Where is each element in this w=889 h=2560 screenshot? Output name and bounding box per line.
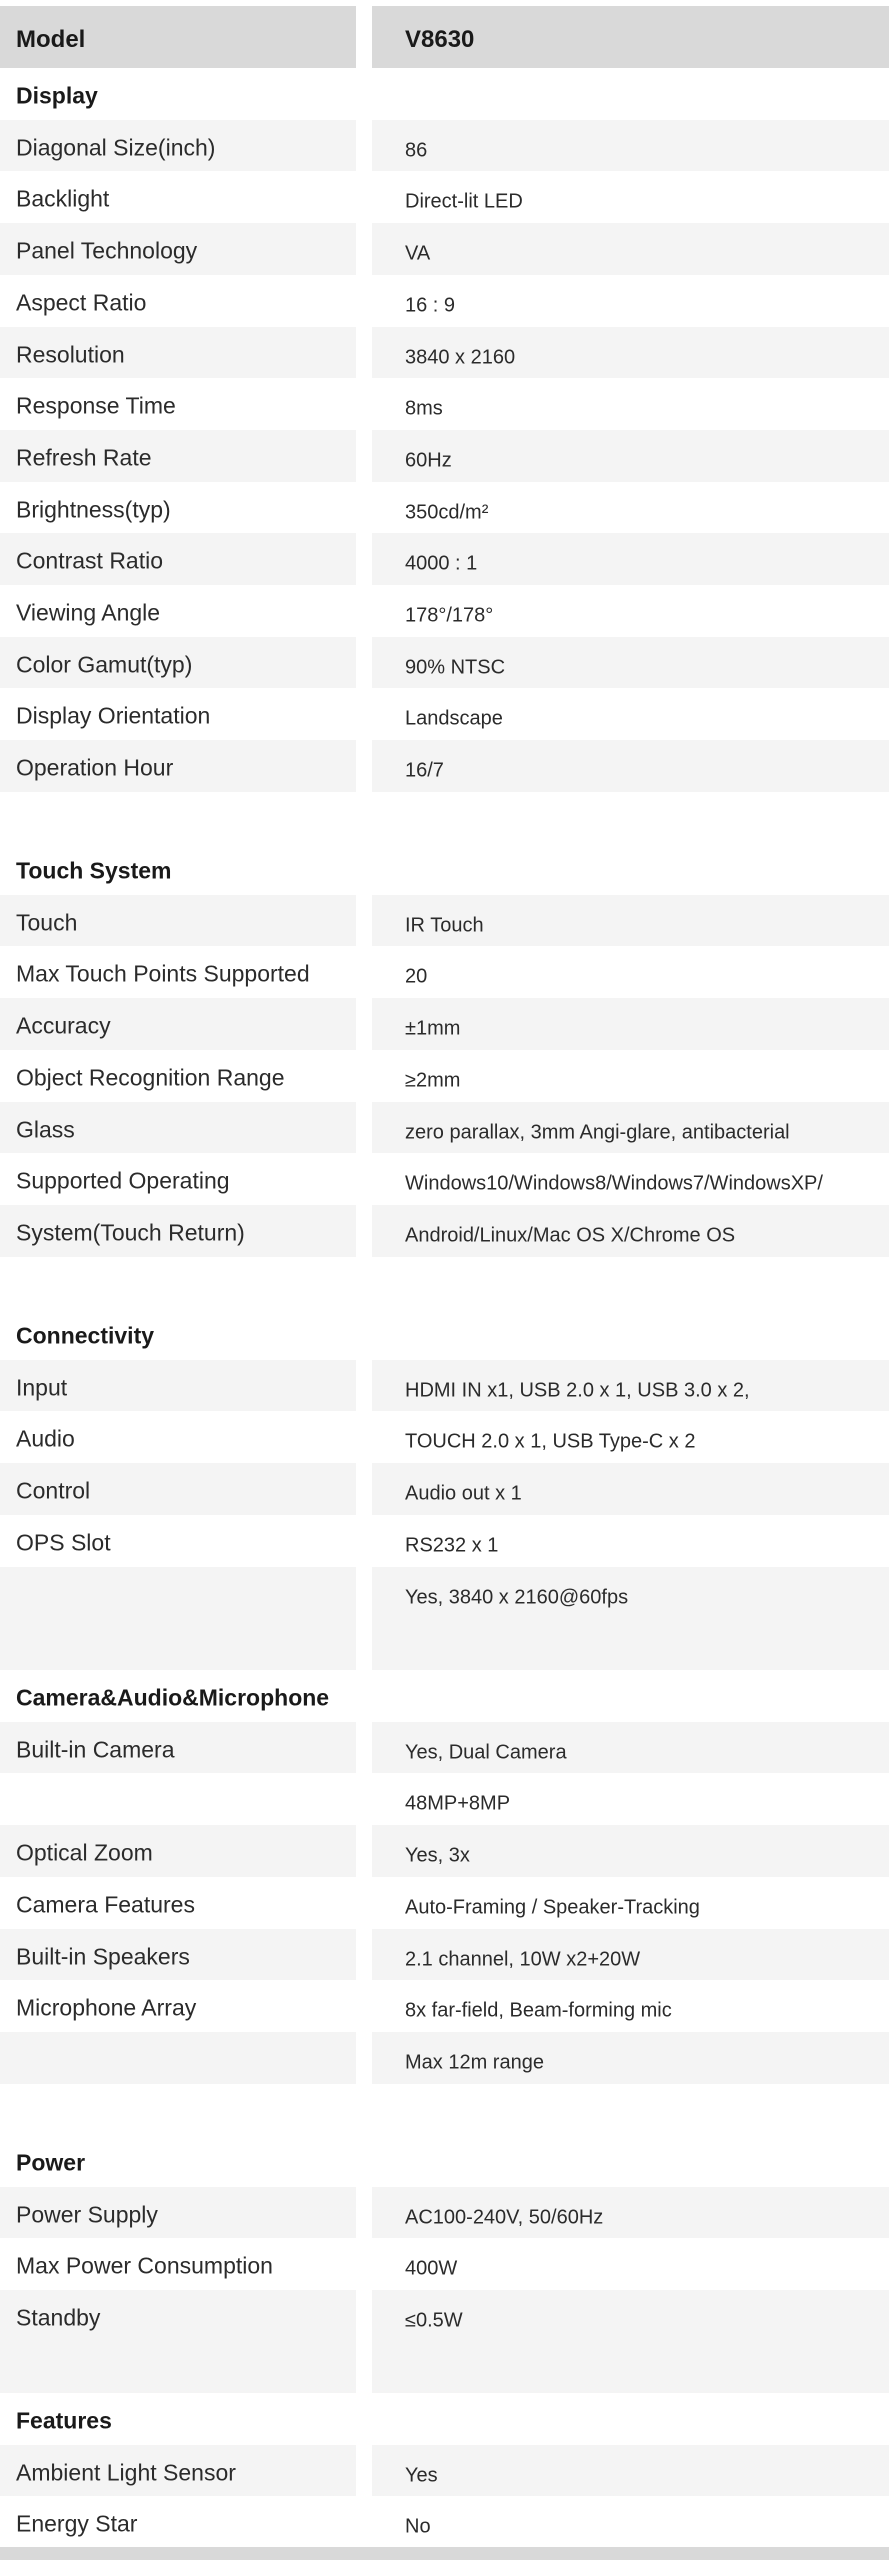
spec-row [0,1877,889,1929]
spec-row [0,895,889,947]
value-cell [372,1153,889,1205]
spec-value: 16 : 9 [405,294,456,317]
spec-row [0,171,889,223]
label-cell [0,1567,356,1619]
value-cell [372,533,889,585]
spacer-row [0,792,889,844]
spec-value: 86 [405,139,428,162]
label-cell [0,2084,356,2136]
label-cell [0,6,356,68]
spec-value: ±1mm [405,1017,461,1040]
value-cell [372,1567,889,1619]
value-cell [372,792,889,844]
value-cell [372,843,889,895]
section-title: Touch System [16,857,172,884]
spec-value: 20 [405,965,428,988]
label-cell [0,1050,356,1102]
spacer-row [0,1257,889,1309]
value-cell [372,1980,889,2032]
spec-label: Optical Zoom [16,1839,153,1866]
spec-label: Operation Hour [16,754,174,781]
value-cell [372,2187,889,2239]
spec-label: Backlight [16,185,110,212]
spec-row [0,1050,889,1102]
spec-row [0,1411,889,1463]
label-cell [0,2187,356,2239]
spec-row [0,1722,889,1774]
spec-label: Microphone Array [16,1994,197,2021]
spec-row [0,1515,889,1567]
spec-row [0,1153,889,1205]
spec-value: IR Touch [405,914,484,937]
bottom-bar [0,2547,889,2560]
spacer-row [0,2342,889,2394]
label-cell [0,2135,356,2187]
spec-row [0,637,889,689]
spec-label: Energy Star [16,2510,138,2537]
value-cell [372,275,889,327]
spec-value: 90% NTSC [405,656,506,679]
label-cell [0,223,356,275]
label-cell [0,585,356,637]
section-connectivity [0,1308,889,1360]
section-title: Camera&Audio&Microphone [16,1684,330,1711]
spec-label: Camera Features [16,1891,195,1918]
spec-value: Audio out x 1 [405,1482,522,1505]
label-cell [0,2445,356,2497]
label-cell [0,1877,356,1929]
spec-value: Yes, 3x [405,1844,470,1867]
label-cell [0,792,356,844]
spec-label: Aspect Ratio [16,289,147,316]
spec-row [0,1463,889,1515]
spec-value: 3840 x 2160 [405,346,516,368]
spec-row [0,223,889,275]
spec-label: Max Power Consumption [16,2252,273,2279]
spec-row [0,740,889,792]
spec-label: Built-in Speakers [16,1943,190,1969]
spacer-row [0,2084,889,2136]
label-cell [0,1153,356,1205]
spec-label: OPS Slot [16,1529,111,1556]
value-cell [372,1257,889,1309]
spec-value: TOUCH 2.0 x 1, USB Type-C x 2 [405,1430,696,1453]
header-row [0,6,889,68]
spec-row [0,275,889,327]
value-cell [372,2290,889,2342]
spec-value: Yes, 3840 x 2160@60fps [405,1586,629,1608]
label-cell [0,1670,356,1722]
value-cell [372,1411,889,1463]
value-cell [372,998,889,1050]
section-touch-system [0,843,889,895]
value-cell [372,2135,889,2187]
label-cell [0,740,356,792]
spec-value: 8x far-field, Beam-forming mic [405,1999,672,2022]
spec-value: 400W [405,2257,458,2280]
spec-value: 4000 : 1 [405,552,478,575]
spec-row [0,585,889,637]
spec-label: Response Time [16,392,176,419]
spec-value: 48MP+8MP [405,1792,511,1815]
spec-row [0,2187,889,2239]
section-power [0,2135,889,2187]
spec-row [0,688,889,740]
label-cell [0,1980,356,2032]
label-cell [0,430,356,482]
label-cell [0,998,356,1050]
spec-label: Built-in Camera [16,1736,175,1763]
spec-value: ≥2mm [405,1069,461,1092]
value-cell [372,2393,889,2445]
label-cell [0,1618,356,1670]
spec-label: Resolution [16,341,125,367]
spec-row [0,1929,889,1981]
label-cell [0,68,356,120]
label-cell [0,171,356,223]
spec-value: HDMI IN x1, USB 2.0 x 1, USB 3.0 x 2, [405,1379,750,1402]
label-cell [0,1515,356,1567]
label-cell [0,275,356,327]
spec-row [0,1825,889,1877]
value-cell [372,2496,889,2548]
value-cell [372,1929,889,1981]
value-cell [372,740,889,792]
spec-row [0,430,889,482]
spec-label: Color Gamut(typ) [16,651,193,678]
value-cell [372,688,889,740]
spec-label: Viewing Angle [16,599,161,626]
spec-label: Object Recognition Range [16,1064,285,1091]
label-cell [0,637,356,689]
label-cell [0,1722,356,1774]
value-cell [372,2084,889,2136]
spec-label: Touch [16,909,78,936]
value-cell [372,120,889,172]
spec-row [0,2238,889,2290]
spec-label: Audio [16,1425,75,1452]
spec-value: 60Hz [405,449,452,472]
spec-label: Display Orientation [16,702,211,729]
label-cell [0,378,356,430]
value-cell [372,2342,889,2394]
model-value: V8630 [405,26,475,53]
value-cell [372,895,889,947]
spec-value: zero parallax, 3mm Angi-glare, antibacterial [405,1121,790,1143]
value-cell [372,1618,889,1670]
value-cell [372,637,889,689]
spec-row [0,533,889,585]
label-cell [0,2238,356,2290]
label-cell [0,688,356,740]
spec-label: Brightness(typ) [16,496,171,523]
spec-value: Landscape [405,707,503,730]
value-cell [372,1360,889,1412]
value-cell [372,6,889,68]
spec-value: Auto-Framing / Speaker-Tracking [405,1896,700,1919]
label-cell [0,1308,356,1360]
spec-value: 8ms [405,397,443,420]
spec-value: No [405,2515,431,2538]
spec-label: Control [16,1477,91,1504]
value-cell [372,1205,889,1257]
value-cell [372,1308,889,1360]
spec-value: 178°/178° [405,604,494,627]
label-cell [0,120,356,172]
label-cell [0,946,356,998]
spec-row [0,2032,889,2084]
spec-label: Contrast Ratio [16,547,164,574]
spec-label: Refresh Rate [16,444,152,471]
value-cell [372,68,889,120]
label-cell [0,2032,356,2084]
spec-label: Accuracy [16,1012,111,1039]
value-cell [372,1102,889,1154]
spec-row [0,2290,889,2342]
value-cell [372,327,889,379]
spec-label: Panel Technology [16,237,198,264]
spec-row [0,1102,889,1154]
spec-row [0,378,889,430]
value-cell [372,1670,889,1722]
spec-value: Direct-lit LED [405,190,523,213]
label-cell [0,2342,356,2394]
spec-value: Android/Linux/Mac OS X/Chrome OS [405,1224,736,1247]
section-title: Connectivity [16,1322,155,1349]
value-cell [372,585,889,637]
value-cell [372,1515,889,1567]
label-cell [0,1929,356,1981]
spec-label: Power Supply [16,2201,158,2228]
label-cell [0,2290,356,2342]
spec-value: Yes [405,2464,438,2487]
spec-value: AC100-240V, 50/60Hz [405,2206,604,2229]
label-cell [0,1773,356,1825]
value-cell [372,378,889,430]
spec-row [0,998,889,1050]
spec-label: Max Touch Points Supported [16,960,310,987]
spec-value: ≤0.5W [405,2309,463,2332]
spec-label: Input [16,1374,68,1401]
label-cell [0,1825,356,1877]
spec-value: VA [405,242,431,265]
value-cell [372,430,889,482]
label-cell [0,2496,356,2548]
section-features [0,2393,889,2445]
label-cell [0,327,356,379]
label-cell [0,1205,356,1257]
label-cell [0,1102,356,1154]
spec-label: Supported Operating [16,1167,230,1194]
spec-value: Windows10/Windows8/Windows7/WindowsXP/ [405,1172,823,1195]
label-cell [0,1463,356,1515]
spec-value: 2.1 channel, 10W x2+20W [405,1948,641,1970]
value-cell [372,482,889,534]
spec-row [0,1980,889,2032]
value-cell [372,1773,889,1825]
label-cell [0,2393,356,2445]
spec-row [0,1360,889,1412]
spec-row [0,1205,889,1257]
spec-row [0,327,889,379]
spec-label: System(Touch Return) [16,1219,245,1246]
spec-row [0,1567,889,1619]
value-cell [372,1050,889,1102]
value-cell [372,1825,889,1877]
spec-value: RS232 x 1 [405,1534,499,1557]
label-cell [0,843,356,895]
spec-row [0,482,889,534]
spacer-row [0,1618,889,1670]
value-cell [372,1722,889,1774]
label-cell [0,1360,356,1412]
spec-row [0,946,889,998]
spec-label: Diagonal Size(inch) [16,134,216,161]
section-display [0,68,889,120]
label-cell [0,1411,356,1463]
spec-row [0,2496,889,2548]
value-cell [372,2238,889,2290]
value-cell [372,223,889,275]
label-cell [0,533,356,585]
label-cell [0,895,356,947]
section-title: Power [16,2149,86,2176]
section-camera-audio-microphone [0,1670,889,1722]
section-title: Display [16,82,98,109]
value-cell [372,1877,889,1929]
spec-value: 16/7 [405,759,444,782]
value-cell [372,1463,889,1515]
spec-value: Yes, Dual Camera [405,1741,567,1764]
spec-row [0,120,889,172]
spec-row [0,2445,889,2497]
value-cell [372,2032,889,2084]
spec-value: Max 12m range [405,2051,544,2074]
value-cell [372,946,889,998]
spec-label: Standby [16,2304,101,2331]
spec-value: 350cd/m² [405,501,489,524]
model-label: Model [16,26,86,53]
value-cell [372,2445,889,2497]
label-cell [0,1257,356,1309]
value-cell [372,171,889,223]
label-cell [0,482,356,534]
spec-label: Ambient Light Sensor [16,2459,236,2486]
section-title: Features [16,2407,112,2434]
spec-row [0,1773,889,1825]
spec-label: Glass [16,1116,75,1142]
